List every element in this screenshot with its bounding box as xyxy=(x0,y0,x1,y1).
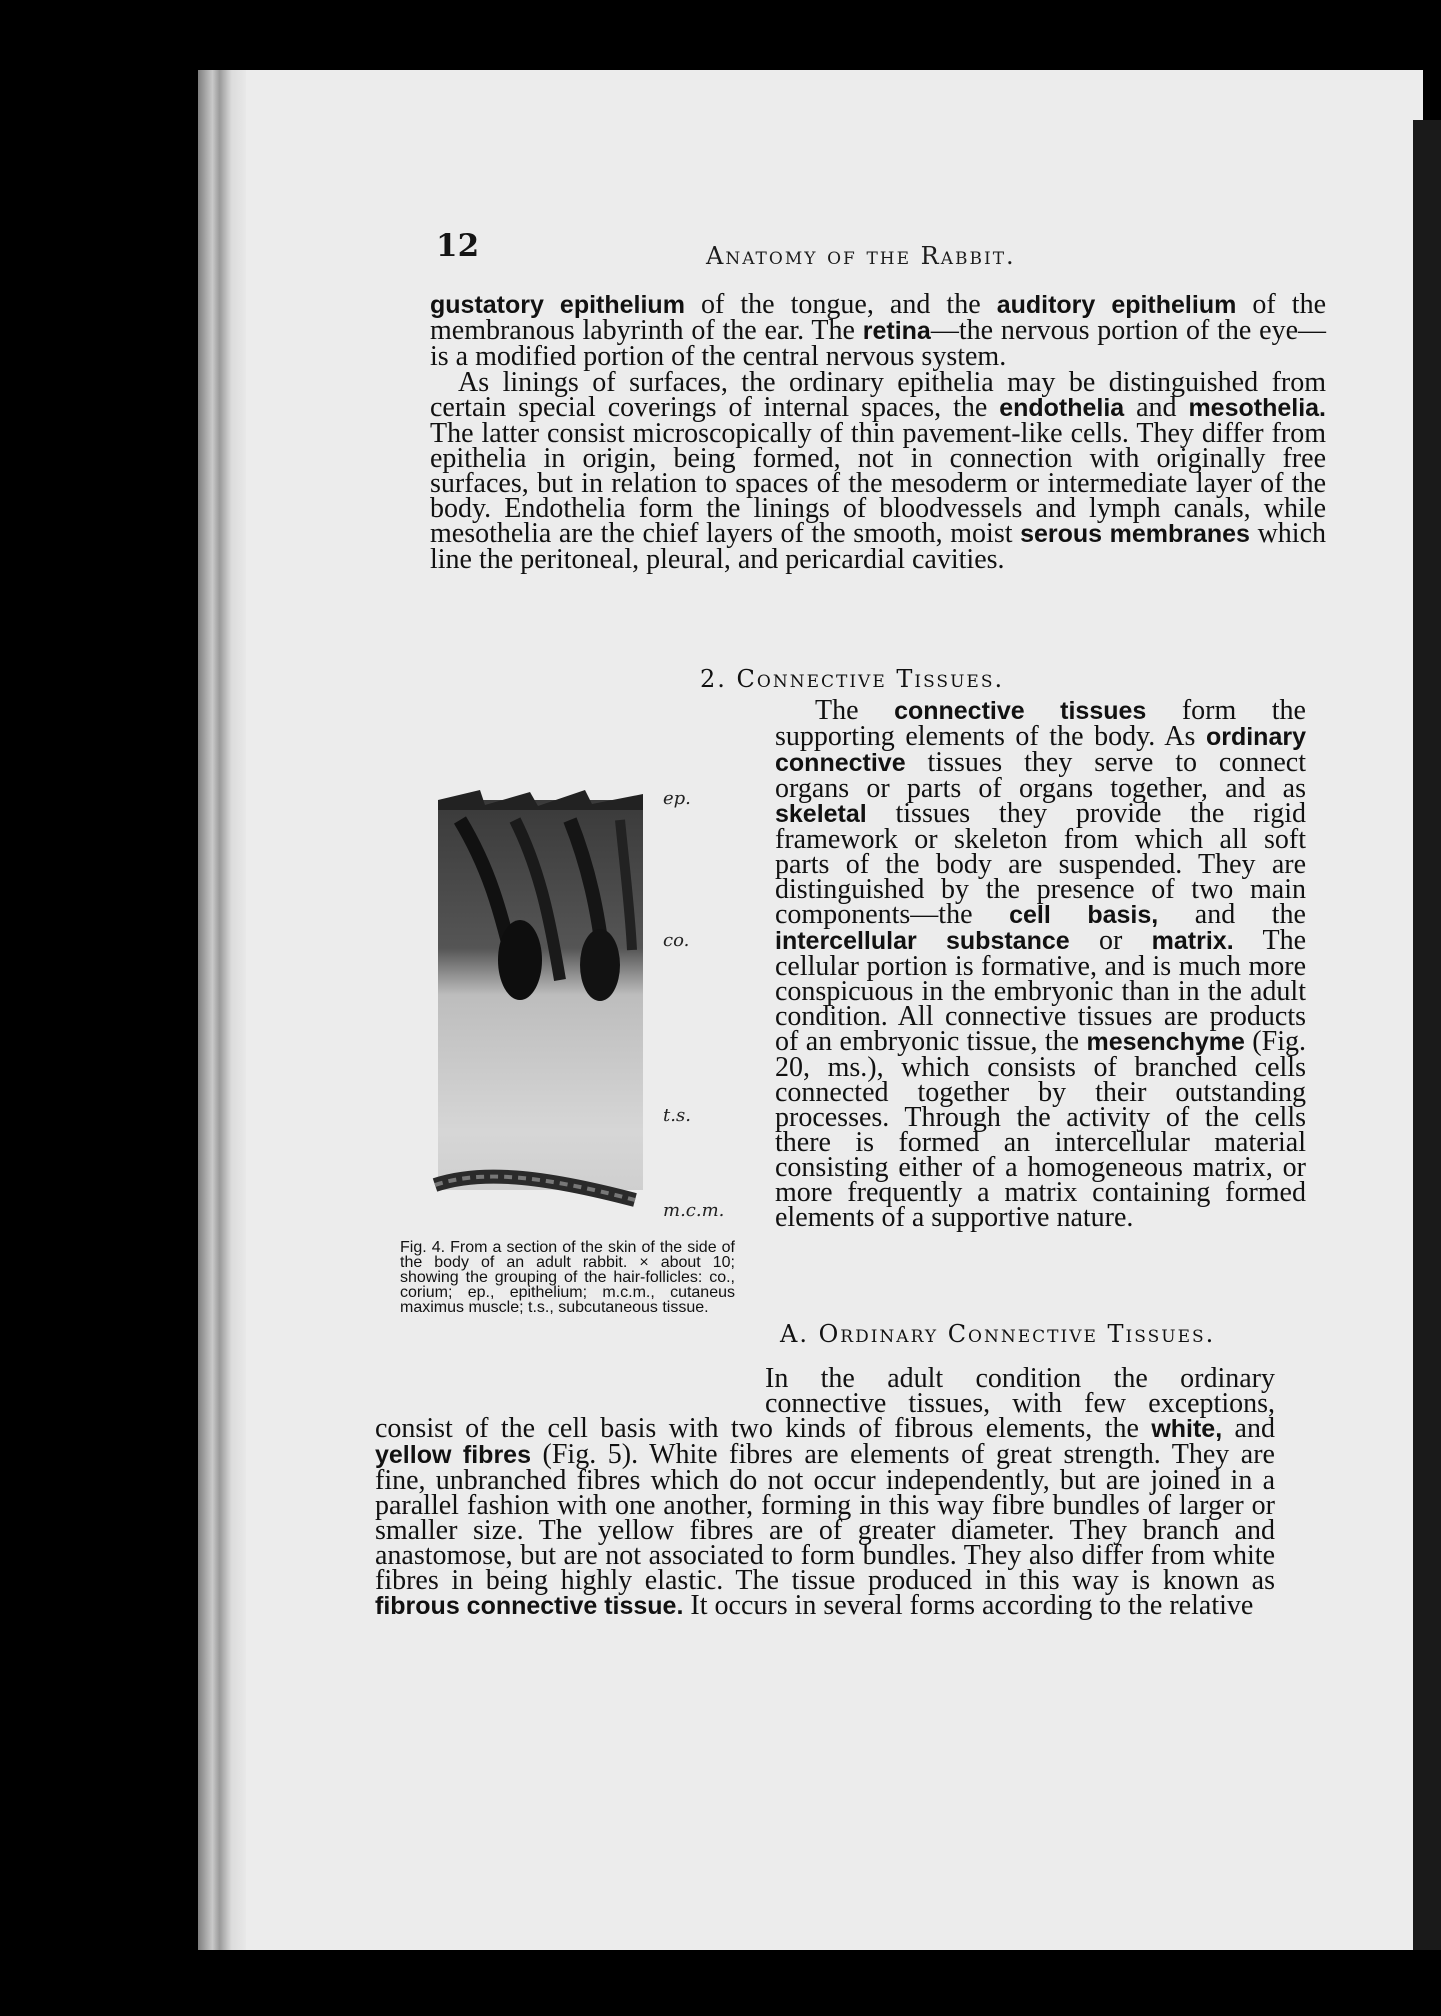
text-run: As linings of surfaces, the ordinary epithelia may be distinguished from certain special coverings of internal spaces, the xyxy=(430,367,1326,423)
term-yellow-fibres: yellow fibres xyxy=(375,1441,531,1469)
text-run: The cellular portion is formative, and is much more conspicuous in the embryonic than in the adult condition. All connective tissues are products of an embryonic tissue, the xyxy=(775,925,1307,1057)
text-run: (Fig. 5). White fibres are elements of great strength. They are fine, unbranched fibres which do not occur independently, but are joined in a parallel fashion with one another, forming in this way fibre bundles of larger or smaller size. The yellow fibres are of greater diameter. They branch and anastomose, but are not associated to form bundles. They also differ from white fibres in being highly elastic. The tissue produced in this way is known as xyxy=(375,1439,1275,1596)
paragraph-linings xyxy=(430,367,1326,575)
term-matrix: matrix. xyxy=(1151,927,1234,955)
text-run: and xyxy=(1222,1413,1275,1444)
figure-skin-section xyxy=(420,780,725,1225)
term-auditory-epithelium: auditory epithelium xyxy=(996,291,1237,319)
term-retina: retina xyxy=(862,317,931,345)
term-mesothelia: mesothelia. xyxy=(1188,394,1326,422)
text-run: In the adult condition the ordinary connective tissues, with few exceptions, consist of the cell basis with two kinds of fibrous elements, the xyxy=(375,1363,1275,1444)
term-ordinary-connective: ordinary connective xyxy=(775,723,1306,777)
text-run: and the xyxy=(1158,899,1306,930)
text-run: tissues they provide the rigid framework or skeleton from which all soft parts of the body are suspended. They are distinguished by the presence of two main components—the xyxy=(775,798,1306,930)
label-ts: t.s. xyxy=(663,1105,691,1126)
term-cell-basis: cell basis, xyxy=(1009,901,1159,929)
text-run: The xyxy=(815,695,895,726)
term-fibrous-connective-tissue: fibrous connective tissue. xyxy=(375,1592,684,1620)
text-run: —the nervous portion of the eye—is a modified portion of the central nervous system. xyxy=(430,315,1326,372)
text-run: form the supporting elements of the body. As xyxy=(775,695,1306,752)
text-run: and xyxy=(1124,392,1189,423)
section-heading-ordinary-connective: A. Ordinary Connective Tissues. xyxy=(780,1320,1216,1348)
page-number: 12 xyxy=(436,228,480,264)
text-run: tissues they serve to connect organs or parts of organs together, and as xyxy=(775,747,1306,804)
text-run: It occurs in several forms according to the relative xyxy=(683,1590,1254,1621)
page-header xyxy=(436,228,1271,278)
skin-section-illustration xyxy=(420,780,660,1220)
text-run: The latter consist microscopically of thin pavement-like cells. They differ from epithelia in origin, being formed, not in connection with originally free surfaces, but in relation to spaces of the mesoderm or intermediate layer of the body. Endothelia form the linings of bloodvessels and lymph canals, while mesothelia are the chief layers of the smooth, moist xyxy=(430,418,1326,549)
term-intercellular-substance: intercellular substance xyxy=(775,927,1070,955)
figure-caption: Fig. 4. From a section of the skin of the side of the body of an adult rabbit. × about 10; showing the grouping of the hair-follicles: co., corium; ep., epithelium; m.c.m., cutaneus maximus muscle; t.s., subcutaneous tissue. xyxy=(400,1239,735,1316)
term-skeletal: skeletal xyxy=(775,800,867,828)
text-run: (Fig. 20, ms.), which consists of branched cells connected together by their outstanding processes. Through the activity of the cells there is formed an intercellular material consisting either of a homogeneous matrix, or more frequently a matrix containing formed elements of a supportive nature. xyxy=(775,1026,1306,1233)
book-gutter xyxy=(198,70,246,1950)
text-run: which line the peritoneal, pleural, and pericardial cavities. xyxy=(430,518,1326,575)
term-serous-membranes: serous membranes xyxy=(1020,520,1250,548)
label-mcm: m.c.m. xyxy=(663,1200,725,1221)
next-page-edge xyxy=(1413,120,1441,1950)
label-co: co. xyxy=(663,930,690,951)
indent-space xyxy=(375,1366,765,1396)
term-connective-tissues: connective tissues xyxy=(894,697,1147,725)
paragraph-epithelium-end xyxy=(430,289,1326,372)
label-ep: ep. xyxy=(663,788,691,809)
text-run: of the tongue, and the xyxy=(684,289,997,320)
text-run: or xyxy=(1069,925,1152,956)
text-run: of the membranous labyrinth of the ear. The xyxy=(430,289,1326,346)
term-endothelia: endothelia xyxy=(999,394,1125,422)
paragraph-ordinary-connective xyxy=(375,1363,1275,1621)
term-gustatory-epithelium: gustatory epithelium xyxy=(430,291,685,319)
section-heading-connective-tissues: 2. Connective Tissues. xyxy=(700,665,1005,693)
running-head: Anatomy of the Rabbit. xyxy=(706,242,1016,270)
term-white: white, xyxy=(1151,1415,1223,1443)
term-mesenchyme: mesenchyme xyxy=(1086,1028,1245,1056)
